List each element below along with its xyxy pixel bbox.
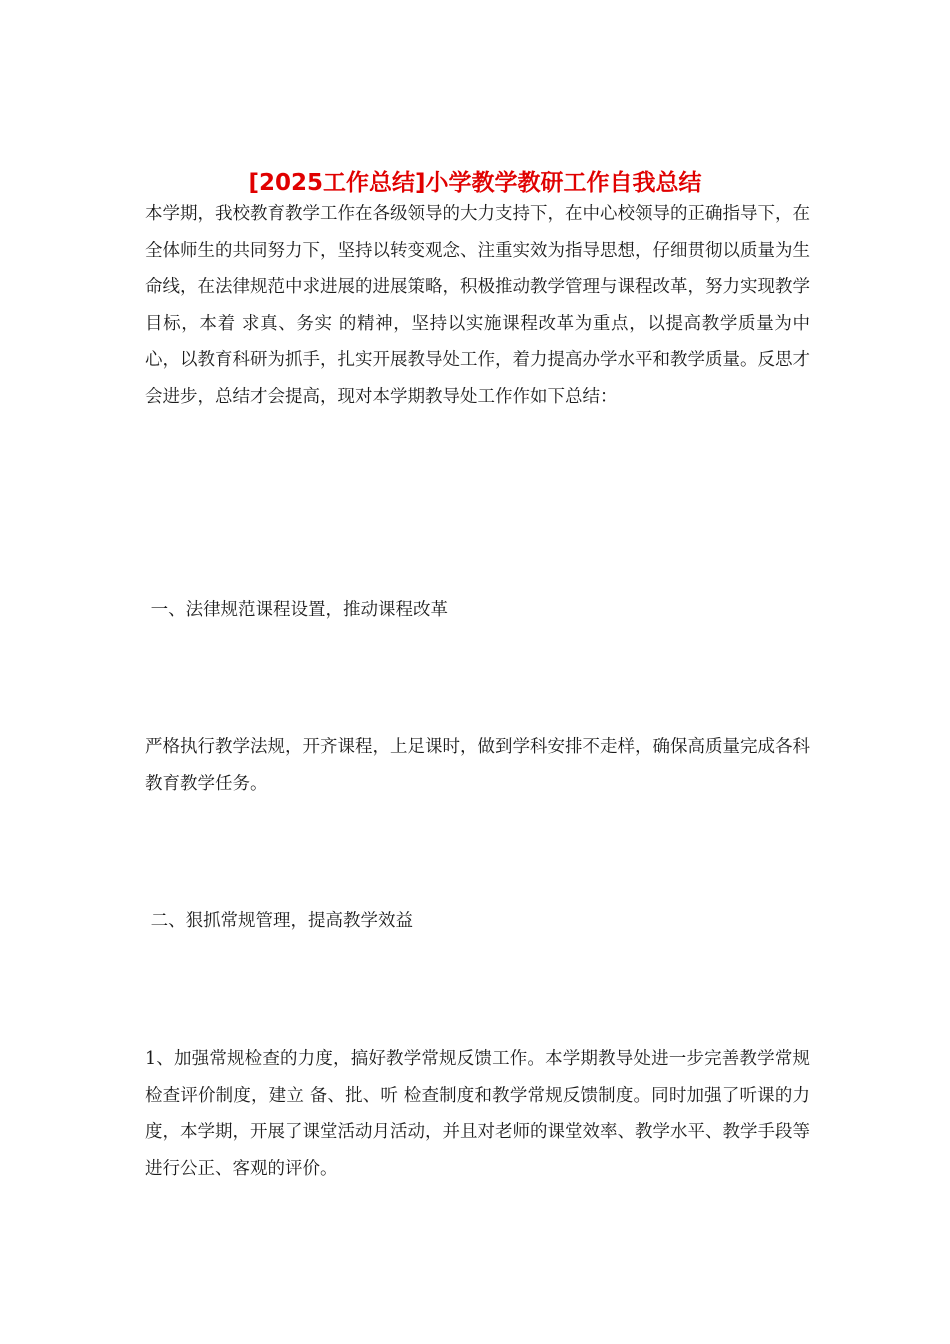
section-1-paragraph: 严格执行教学法规，开齐课程，上足课时，做到学科安排不走样，确保高质量完成各科教育教学任务。 xyxy=(145,737,810,794)
section-2-heading: 二、狠抓常规管理，提高教学效益 xyxy=(145,911,414,931)
section-1-heading: 一、法律规范课程设置，推动课程改革 xyxy=(145,600,449,620)
intro-paragraph: 本学期，我校教育教学工作在各级领导的大力支持下，在中心校领导的正确指导下，在全体师生的共同努力下，坚持以转变观念、注重实效为指导思想，仔细贯彻以质量为生命线，在法律规范中求进展的进展策略，积极推动教学管理与课程改革，努力实现教学目标，本着 求真、务实 的精神，坚持以实施课程改革为重点，以提高教学质量为中心，以教育科研为抓手，扎实开展教导处工作，着力提高办学水平和教学质量。反思才会进步，总结才会提高，现对本学期教导处工作作如下总结： xyxy=(145,204,810,407)
section-2-paragraph: 1、加强常规检查的力度，搞好教学常规反馈工作。本学期教导处进一步完善教学常规检查评价制度，建立 备、批、听 检查制度和教学常规反馈制度。同时加强了听课的力度，本学期，开展了课堂活动月活动，并且对老师的课堂效率、教学水平、教学手段等进行公正、客观的评价。 xyxy=(145,1049,810,1179)
document-title: [2025工作总结]小学教学教研工作自我总结 xyxy=(248,170,702,197)
